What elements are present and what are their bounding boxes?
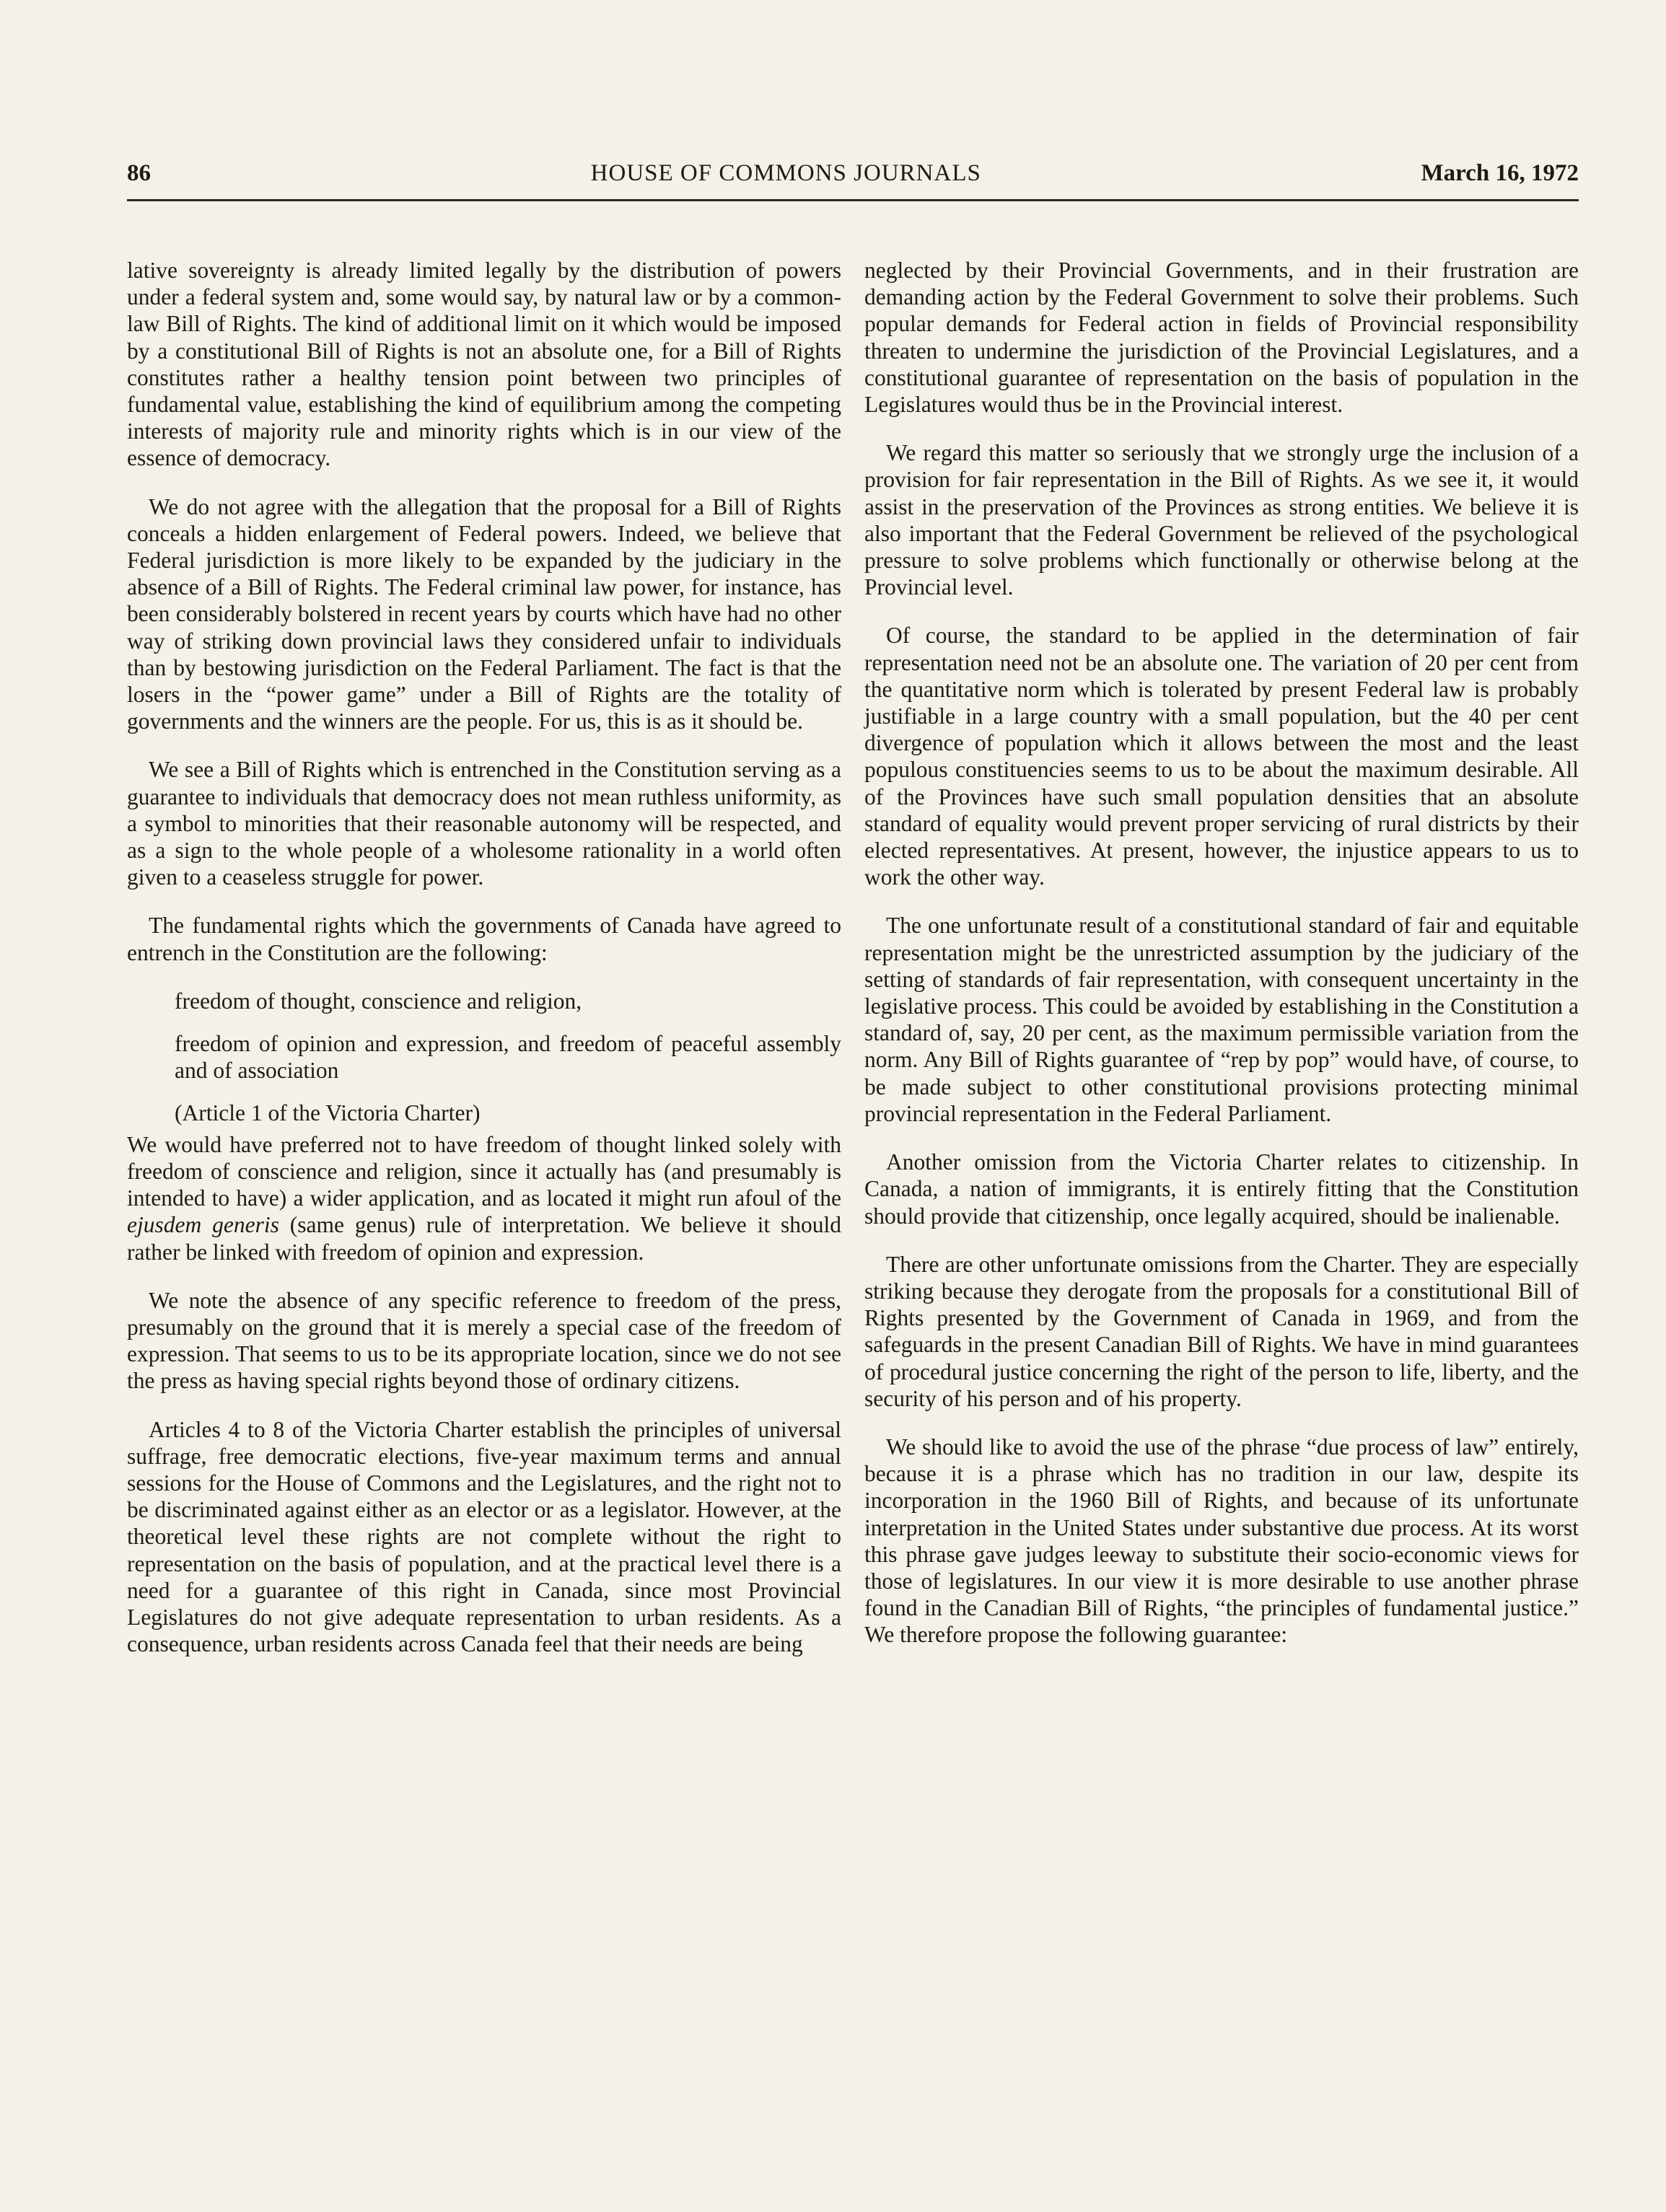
paragraph: We note the absence of any specific reference to freedom of the press, presumably on the ground that it is merely a special case of the freedom of expression. That seems to us to be its appropriate location, since we do not see the press as having special rights beyond those of ordinary citizens.	[127, 1287, 841, 1394]
paragraph	[127, 1131, 841, 1265]
italic-term: ejusdem generis	[127, 1212, 279, 1238]
journal-title: HOUSE OF COMMONS JOURNALS	[590, 160, 981, 186]
paragraph: There are other unfortunate omissions from the Charter. They are especially striking because they derogate from the proposals for a constitutional Bill of Rights presented by the Government of Canada in 1969, and from the safeguards in the present Canadian Bill of Rights. We have in mind guarantees of procedural justice concerning the right of the person to life, liberty, and the security of his person and of his property.	[864, 1251, 1579, 1411]
page-date: March 16, 1972	[1421, 160, 1579, 186]
right-column	[864, 257, 1579, 1670]
paragraph: neglected by their Provincial Governments, and in their frustration are demanding action by the Federal Government to solve their problems. Such popular demands for Federal action in fields of Provincial responsibility threaten to undermine the jurisdiction of the Provincial Legislatures, and a constitutional guarantee of representation on the basis of population in the Legislatures would thus be in the Provincial interest.	[864, 258, 1579, 418]
quoted-right: freedom of opinion and expression, and freedom of peaceful assembly and of association	[175, 1031, 841, 1084]
page-header	[127, 160, 1579, 201]
paragraph: lative sovereignty is already limited legally by the distribution of powers under a federal system and, some would say, by natural law or by a common-law Bill of Rights. The kind of additional limit on it which would be imposed by a constitutional Bill of Rights is not an absolute one, for a Bill of Rights constitutes rather a healthy tension point between two principles of fundamental value, establishing the kind of equilibrium among the competing interests of majority rule and minority rights which is in our view of the essence of democracy.	[127, 258, 841, 471]
left-column	[127, 257, 841, 1679]
paragraph: We regard this matter so seriously that we strongly urge the inclusion of a provision for fair representation in the Bill of Rights. As we see it, it would assist in the preservation of the Provinces as strong entities. We believe it is also important that the Federal Government be relieved of the psychological pressure to solve problems which functionally or otherwise belong at the Provincial level.	[864, 440, 1579, 600]
page-number: 86	[127, 160, 151, 186]
paragraph-text: (same genus) rule of interpretation. We believe it should rather be linked with freedom of opinion and expression.	[127, 1212, 842, 1265]
paragraph: Articles 4 to 8 of the Victoria Charter establish the principles of universal suffrage, free democratic elections, five-year maximum terms and annual sessions for the House of Commons and the Legislatures, and the right not to be discriminated against either as an elector or as a legislator. However, at the theoretical level these rights are not complete without the right to representation on the basis of population, and at the practical level there is a need for a guarantee of this right in Canada, since most Provincial Legislatures do not give adequate representation to urban residents. As a consequence, urban residents across Canada feel that their needs are being	[127, 1416, 841, 1657]
paragraph: The fundamental rights which the governments of Canada have agreed to entrench in the Constitution are the following:	[127, 913, 841, 965]
paragraph: We should like to avoid the use of the phrase “due process of law” entirely, because it is a phrase which has no tradition in our law, despite its incorporation in the 1960 Bill of Rights, and because of its unfortunate interpretation in the United States under substantive due process. At its worst this phrase gave judges leeway to substitute their socio-economic views for those of legislatures. In our view it is more desirable to use another phrase found in the Canadian Bill of Rights, “the principles of fundamental justice.” We therefore propose the following guarantee:	[864, 1434, 1579, 1648]
quoted-right: freedom of thought, conscience and religion,	[175, 988, 582, 1014]
article-reference: (Article 1 of the Victoria Charter)	[175, 1100, 481, 1126]
paragraph: We see a Bill of Rights which is entrenched in the Constitution serving as a guarantee to individuals that democracy does not mean ruthless uniformity, as a symbol to minorities that their reasonable autonomy will be respected, and as a sign to the whole people of a wholesome rationality in a world often given to a ceaseless struggle for power.	[127, 757, 841, 890]
paragraph: The one unfortunate result of a constitutional standard of fair and equitable representation might be the unrestricted assumption by the judiciary of the setting of standards of fair representation, with consequent uncertainty in the legislative process. This could be avoided by establishing in the Constitution a standard of, say, 20 per cent, as the maximum permissible variation from the norm. Any Bill of Rights guarantee of “rep by pop” would have, of course, to be made subject to other constitutional provisions protecting minimal provincial representation in the Federal Parliament.	[864, 913, 1579, 1126]
paragraph: We do not agree with the allegation that the proposal for a Bill of Rights conceals a hidden enlargement of Federal powers. Indeed, we believe that Federal jurisdiction is more likely to be expanded by the judiciary in the absence of a Bill of Rights. The Federal criminal law power, for instance, has been considerably bolstered in recent years by courts which have had no other way of striking down provincial laws they considered unfair to individuals than by bestowing jurisdiction on the Federal Parliament. The fact is that the losers in the “power game” under a Bill of Rights are the totality of governments and the winners are the people. For us, this is as it should be.	[127, 493, 841, 734]
paragraph: Of course, the standard to be applied in the determination of fair representation need not be an absolute one. The variation of 20 per cent from the quantitative norm which is tolerated by present Federal law is probably justifiable in a large country with a small population, but the 40 per cent divergence of population which it allows between the most and the least populous constituencies seems to us to be about the maximum desirable. All of the Provinces have such small population densities that an absolute standard of equality would prevent proper servicing of rural districts by their elected representatives. At present, however, the injustice appears to us to work the other way.	[864, 623, 1579, 890]
paragraph: Another omission from the Victoria Charter relates to citizenship. In Canada, a nation of immigrants, it is entirely fitting that the Constitution should provide that citizenship, once legally acquired, should be inalienable.	[864, 1149, 1579, 1229]
paragraph-text: We would have preferred not to have freedom of thought linked solely with freedom of conscience and religion, since it actually has (and presumably is intended to have) a wider application, and as located it might run afoul of the	[127, 1131, 841, 1211]
